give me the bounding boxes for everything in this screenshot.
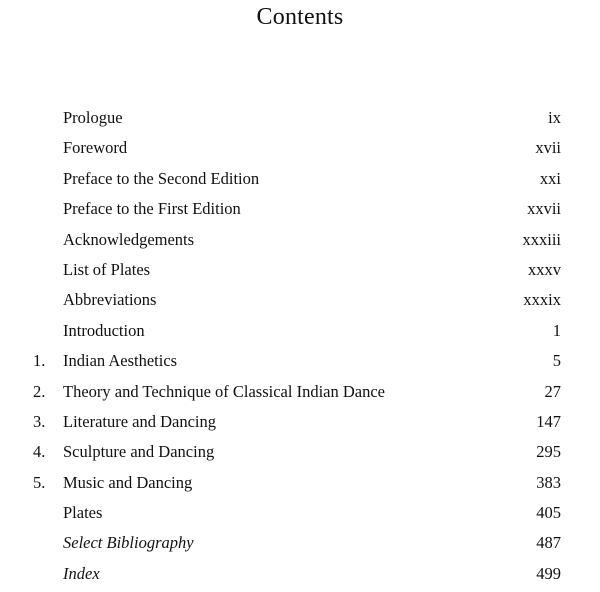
toc-entry-sculpture-dancing[interactable] xyxy=(0,440,600,470)
entry-page: 499 xyxy=(536,563,561,583)
entry-title: Index xyxy=(63,563,100,583)
toc-entry-index[interactable] xyxy=(0,562,600,592)
entry-page: 487 xyxy=(536,533,561,553)
entry-page: xxvii xyxy=(527,199,561,219)
entry-page: ix xyxy=(548,108,561,127)
entry-page: xxi xyxy=(539,168,561,188)
entry-title: Select Bibliography xyxy=(63,533,194,553)
toc-entry-select-bibliography[interactable] xyxy=(0,531,600,561)
entry-title: Foreword xyxy=(63,138,128,158)
entry-page: xxxix xyxy=(523,290,561,310)
entry-page: xxxv xyxy=(528,259,561,279)
entry-page: 383 xyxy=(536,472,561,492)
entry-page: 5 xyxy=(552,351,561,371)
toc-entry-literature-dancing[interactable] xyxy=(0,410,600,440)
entry-title: Introduction xyxy=(63,320,145,340)
entry-title: Indian Aesthetics xyxy=(63,351,178,371)
entry-title: List of Plates xyxy=(63,259,151,279)
entry-title: Acknowledgements xyxy=(63,229,195,249)
entry-title: Prologue xyxy=(63,108,123,127)
entry-title: Preface to the First Edition xyxy=(63,199,241,219)
entry-page: 1 xyxy=(552,320,561,340)
entry-page: 147 xyxy=(536,411,561,431)
toc-entry-theory-technique[interactable] xyxy=(0,380,600,410)
entry-number: 5. xyxy=(33,472,46,492)
entry-title: Preface to the Second Edition xyxy=(63,168,260,188)
entry-page: 27 xyxy=(544,381,561,401)
entry-number: 3. xyxy=(33,411,46,431)
entry-page: xvii xyxy=(535,138,561,158)
entry-title: Music and Dancing xyxy=(63,472,193,492)
entry-page: 295 xyxy=(536,442,561,462)
entry-page: xxxiii xyxy=(522,229,561,249)
toc-entry-abbreviations[interactable] xyxy=(0,288,600,318)
toc-entry-music-dancing[interactable] xyxy=(0,471,600,501)
entry-number: 2. xyxy=(33,381,46,401)
entry-number: 1. xyxy=(33,351,46,371)
toc-entry-indian-aesthetics[interactable] xyxy=(0,349,600,379)
toc-entry-plates[interactable] xyxy=(0,501,600,531)
entry-title: Literature and Dancing xyxy=(63,411,217,431)
entry-title: Sculpture and Dancing xyxy=(63,442,215,462)
toc-entry-list-of-plates[interactable] xyxy=(0,258,600,288)
toc-entry-introduction[interactable] xyxy=(0,319,600,349)
toc-entry-acknowledgements[interactable] xyxy=(0,228,600,258)
entry-page: 405 xyxy=(536,503,561,523)
page-title: Contents xyxy=(256,4,344,30)
entry-title: Plates xyxy=(63,503,103,523)
toc-entry-prologue[interactable] xyxy=(0,106,600,136)
toc-entry-preface-first-edition[interactable] xyxy=(0,197,600,227)
entry-title: Abbreviations xyxy=(63,290,157,310)
toc-entry-preface-second-edition[interactable] xyxy=(0,167,600,197)
entry-number: 4. xyxy=(33,442,46,462)
toc-entry-foreword[interactable] xyxy=(0,136,600,166)
entry-title: Theory and Technique of Classical Indian Dance xyxy=(63,381,386,401)
table-of-contents xyxy=(0,106,600,592)
